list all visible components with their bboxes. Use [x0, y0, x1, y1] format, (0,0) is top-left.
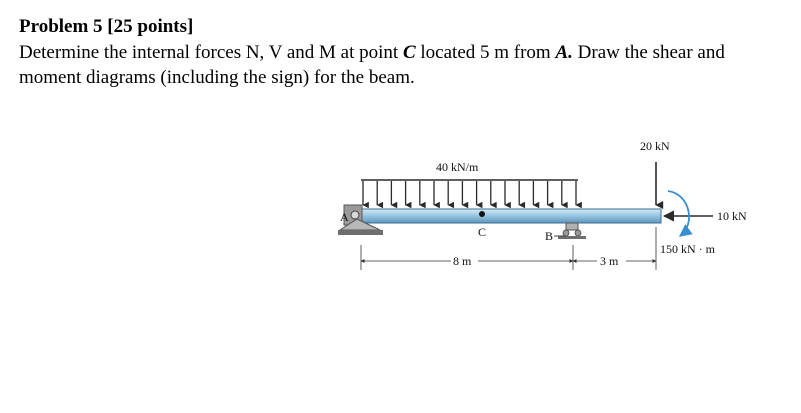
distributed-load-label: 40 kN/m	[436, 160, 479, 174]
problem-heading: Problem 5 [25 points]	[19, 16, 194, 37]
dimension-b-end-label: 3 m	[600, 254, 619, 268]
couple-moment-label: 150 kN · m	[660, 242, 715, 256]
point-load	[640, 139, 670, 205]
udl-arrows	[363, 181, 576, 205]
dimensions	[361, 227, 656, 270]
statement-text-1: Determine the internal forces N, V and M at point	[19, 42, 403, 63]
statement-text-2: located 5 m from	[415, 42, 556, 63]
statement-point-a: A.	[555, 42, 573, 63]
statement-point-c: C	[402, 42, 416, 63]
couple-moment	[660, 191, 716, 256]
point-load-label: 20 kN	[640, 139, 670, 153]
point-c-label: C	[478, 225, 487, 239]
statement-text-3: Draw the shear and moment diagrams (including the sign) for the beam.	[19, 42, 725, 88]
support-b-label: B	[545, 229, 554, 243]
axial-force-label: 10 kN	[717, 209, 747, 223]
point-c-marker	[479, 211, 485, 217]
beam	[360, 209, 661, 223]
dimension-ab-label: 8 m	[453, 254, 472, 268]
axial-force	[664, 209, 747, 223]
support-b	[545, 223, 586, 243]
support-a-label: A	[340, 210, 349, 224]
distributed-load	[361, 160, 578, 205]
